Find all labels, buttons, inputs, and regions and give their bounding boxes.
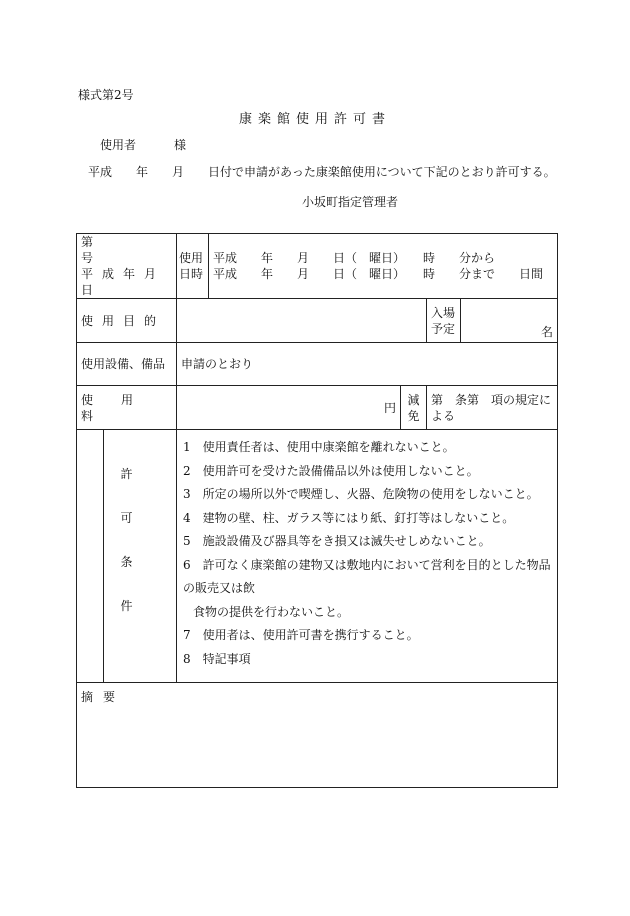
summary-label: 摘要 — [81, 690, 126, 704]
date-label: 平成年月日 — [81, 267, 166, 297]
conditions-label-char: 可 — [120, 511, 133, 525]
form-number: 様式第2号 — [78, 88, 134, 102]
condition-item: 8 特記事項 — [183, 651, 251, 666]
admission-label-1: 入場 — [431, 305, 456, 320]
conditions-label-char: 件 — [120, 599, 133, 613]
issuer: 小坂町指定管理者 — [302, 195, 399, 209]
row-equipment — [77, 343, 558, 386]
condition-item: 7 使用者は、使用許可書を携行すること。 — [183, 628, 419, 642]
permit-table — [76, 233, 558, 788]
conditions-list — [177, 430, 558, 683]
datetime-from: 平成 年 月 日（ 曜日） 時 分から — [213, 251, 496, 265]
condition-item: 3 所定の場所以外で喫煙し、火器、危険物の使用をしないこと。 — [183, 487, 539, 501]
use-label-2: 日時 — [179, 267, 204, 281]
honorific: 様 — [174, 138, 187, 152]
conditions-label — [77, 430, 177, 683]
document-title: 康楽館使用許可書 — [238, 112, 391, 127]
number-date-cell — [77, 234, 177, 299]
use-datetime-label — [177, 234, 209, 299]
user-line — [100, 136, 186, 153]
row-conditions — [77, 430, 558, 683]
admission-label-2: 予定 — [431, 321, 456, 336]
user-label: 使用者 — [100, 138, 137, 152]
fee-field[interactable] — [177, 386, 401, 430]
condition-item: 2 使用許可を受けた設備備品以外は使用しないこと。 — [183, 463, 479, 478]
reduction-label — [401, 386, 427, 430]
datetime-to: 平成 年 月 日（ 曜日） 時 分まで 日間 — [213, 267, 544, 281]
fee-label: 使用料 — [77, 386, 177, 430]
conditions-label-char: 条 — [120, 555, 133, 569]
conditions-label-char: 許 — [120, 467, 133, 481]
row-fee — [77, 386, 558, 430]
reduction-label-2: 免 — [407, 408, 420, 423]
equipment-field[interactable]: 申請のとおり — [177, 343, 558, 386]
purpose-field[interactable] — [177, 299, 427, 343]
condition-item: 1 使用責任者は、使用中康楽館を離れないこと。 — [183, 440, 455, 454]
reduction-label-1: 減 — [407, 392, 420, 407]
row-purpose — [77, 299, 558, 343]
admission-field[interactable] — [461, 299, 558, 343]
row-number-datetime — [77, 234, 558, 299]
admission-unit: 名 — [541, 325, 554, 339]
number-label: 第 号 — [81, 235, 166, 265]
admission-label — [427, 299, 461, 343]
purpose-label: 使用目的 — [77, 299, 177, 343]
permission-statement: 平成 年 月 日付で申請があった康楽館使用について下記のとおり許可する。 — [88, 165, 556, 179]
condition-item-continued: 食物の提供を行わないこと。 — [193, 604, 350, 619]
row-summary — [77, 683, 558, 788]
condition-item: 6 許可なく康楽館の建物又は敷地内において営利を目的とした物品の販売又は飲 — [183, 557, 551, 595]
datetime-cell[interactable] — [209, 234, 558, 299]
condition-item: 5 施設設備及び器具等をき損又は滅失せしめないこと。 — [183, 534, 491, 548]
fee-unit: 円 — [383, 400, 396, 415]
use-label-1: 使用 — [179, 251, 204, 265]
reduction-field[interactable]: 第 条第 項の規定による — [427, 386, 558, 430]
equipment-label: 使用設備、備品 — [77, 343, 177, 386]
condition-item: 4 建物の壁、柱、ガラス等にはり紙、釘打等はしないこと。 — [183, 510, 515, 525]
summary-field[interactable] — [77, 683, 558, 788]
